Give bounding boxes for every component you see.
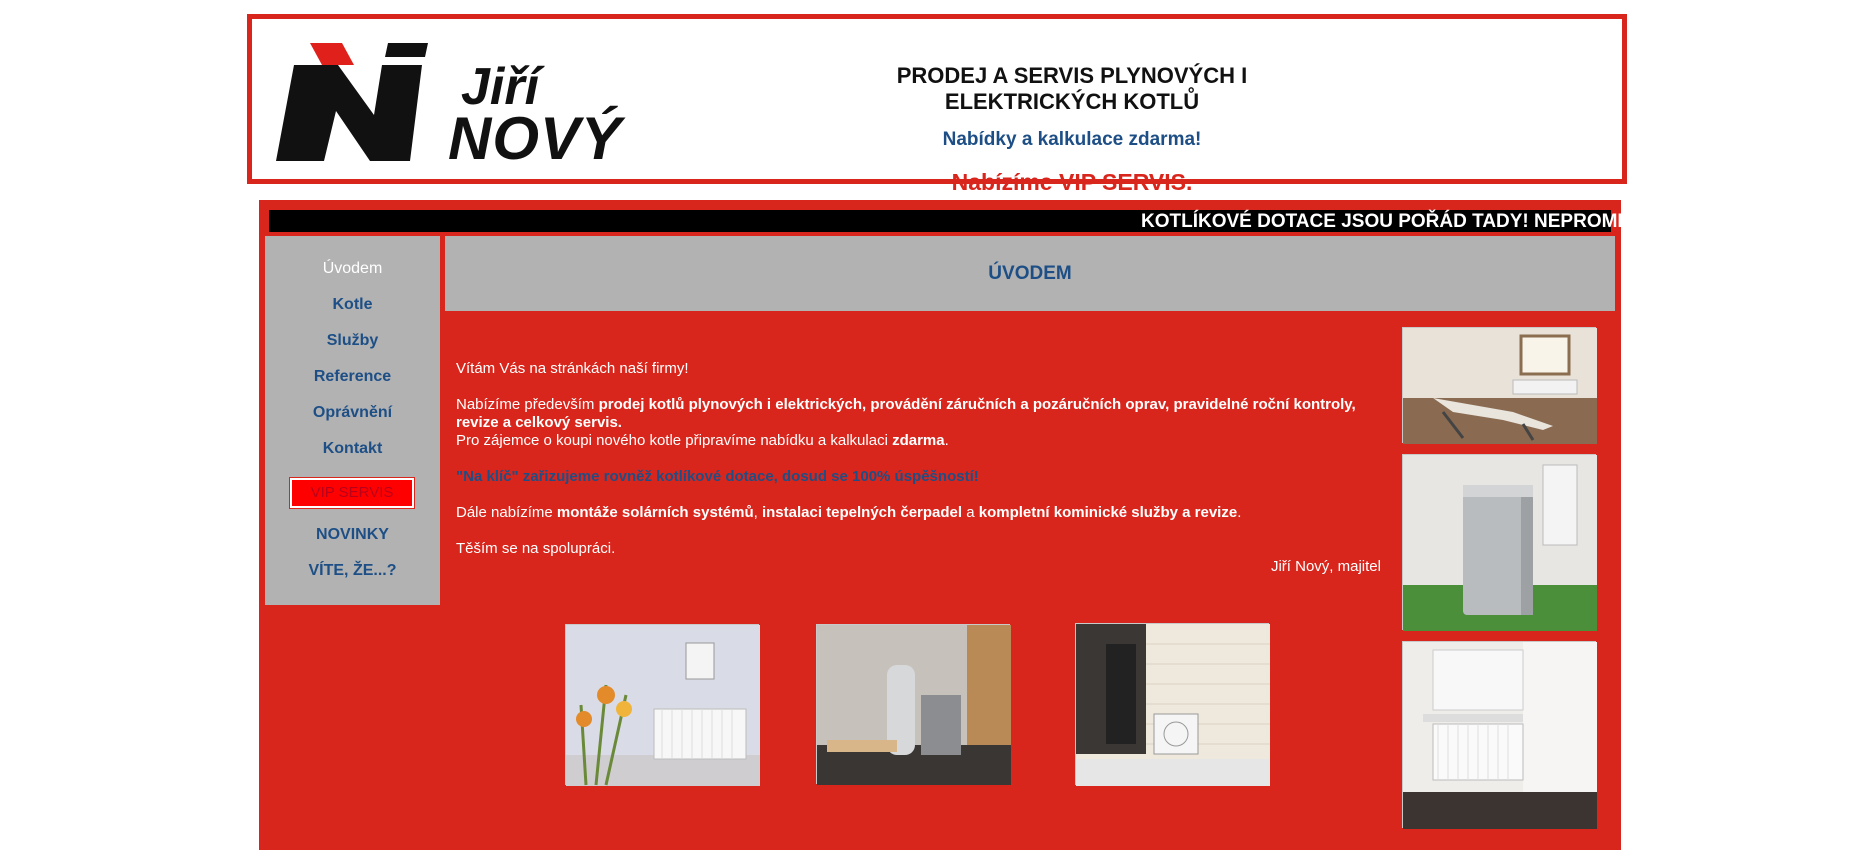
header-taglines <box>822 43 1322 196</box>
sidebar-item-kontakt[interactable]: Kontakt <box>322 440 383 457</box>
main-frame <box>259 200 1705 850</box>
sidebar-item-sluzby[interactable]: Služby <box>326 332 379 349</box>
photo-boiler-room[interactable] <box>816 624 1010 784</box>
intro-text <box>456 360 1381 576</box>
additional-services: Dále nabízíme montáže solárních systémů, instalaci tepelných čerpadel a kompletní kominické služby a revize. <box>456 504 1242 521</box>
logo-first-name: Jiří <box>461 58 540 116</box>
photo-outdoor-unit[interactable] <box>1075 623 1269 785</box>
header-headline: PRODEJ A SERVIS PLYNOVÝCH I ELEKTRICKÝCH KOTLŮ <box>896 63 1248 114</box>
sidebar-item-opravneni[interactable]: Oprávnění <box>312 404 393 421</box>
news-ticker <box>269 210 1705 232</box>
closing-text: Těším se na spolupráci. <box>456 540 616 557</box>
page-title: ÚVODEM <box>988 263 1072 284</box>
site-header <box>247 14 1627 195</box>
sidebar-item-novinky[interactable]: NOVINKY <box>316 526 389 543</box>
logo-last-name: NOVÝ <box>448 105 623 172</box>
sidebar-nav <box>265 236 440 605</box>
company-logo[interactable] <box>276 43 676 172</box>
photo-heat-pump[interactable] <box>1402 454 1596 630</box>
welcome-text: Vítám Vás na stránkách naší firmy! <box>456 360 689 377</box>
sidebar-item-kotle[interactable]: Kotle <box>332 296 373 313</box>
ticker-text: KOTLÍKOVÉ DOTACE JSOU POŘÁD TADY! NEPROMEŠKEJTE <box>1141 211 1705 232</box>
photo-lounge-radiator[interactable] <box>1402 327 1596 443</box>
quote-paragraph: Pro zájemce o koupi nového kotle připravíme nabídku a kalkulaci zdarma. <box>456 432 949 449</box>
signature: Jiří Nový, majitel <box>1270 558 1381 575</box>
vip-servis-button[interactable]: VIP SERVIS <box>290 478 414 508</box>
header-offer-line: Nabídky a kalkulace zdarma! <box>942 129 1202 150</box>
grants-text: "Na klíč" zařizujeme rovněž kotlíkové dotace, dosud se 100% úspěšností! <box>456 468 979 485</box>
sidebar-item-vite-ze[interactable]: VÍTE, ŽE...? <box>308 562 397 579</box>
logo-n-icon <box>276 43 441 163</box>
services-paragraph: Nabízíme především prodej kotlů plynových i elektrických, provádění záručních a pozáručních oprav, pravidelné roční kontroly, revize a celkový servis. <box>456 396 1356 431</box>
page-title-bar <box>445 236 1615 311</box>
photo-radiator-flowers[interactable] <box>565 624 759 785</box>
sidebar-item-reference[interactable]: Reference <box>313 368 392 385</box>
sidebar-item-uvodem[interactable]: Úvodem <box>322 260 383 277</box>
photo-radiator-window[interactable] <box>1402 641 1596 828</box>
header-vip-line: Nabízíme VIP SERVIS. <box>951 169 1193 195</box>
